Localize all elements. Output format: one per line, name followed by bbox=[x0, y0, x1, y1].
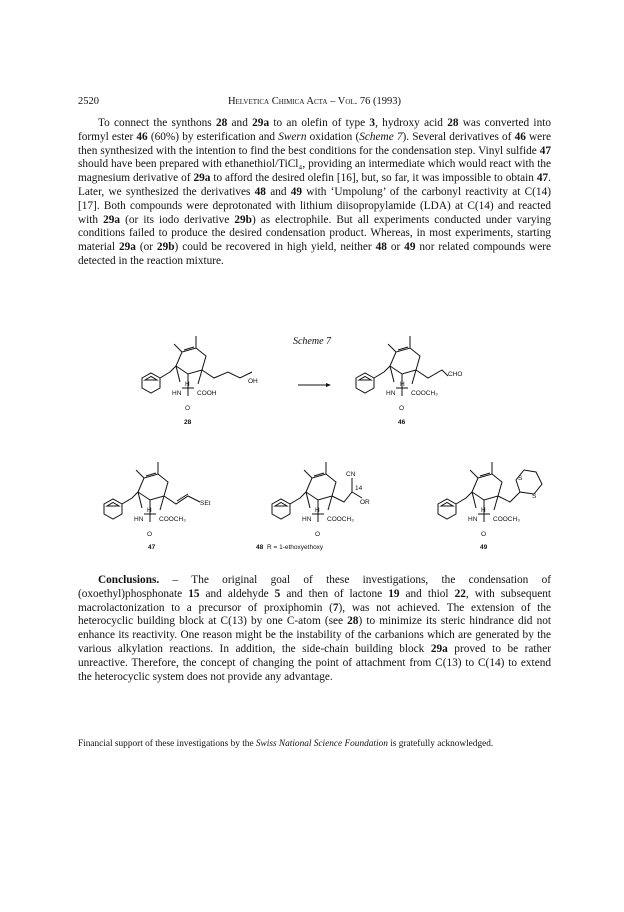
svg-text:OH: OH bbox=[248, 378, 258, 385]
svg-text:COOCH₃: COOCH₃ bbox=[411, 390, 438, 397]
svg-text:HN: HN bbox=[172, 390, 182, 397]
paragraph-synthons: To connect the synthons 28 and 29a to an olefin of type 3, hydroxy acid 28 was converted into formyl ester 46 (60%) by esterification and Swern oxidation (Scheme 7). Several derivatives of 46 were then synthesized with the intention to find the best conditions for the condensation step. Vinyl sulfide 47 should have been prepared with ethanethiol/TiCl₄, providing an intermediate which would react with the magnesium derivative of 29a to afford the desired olefin [16], but, so far, it was impossible to obtain 47. Later, we synthesized the derivatives 48 and 49 with ‘Umpolung’ of the carbonyl reactivity at C(14) [17]. Both compounds were deprotonated with lithium diisopropylamide (LDA) at C(14) and reacted with 29a (or its iodo derivative 29b) as electrophile. But all experiments conducted under varying conditions failed to produce the desired condensation product. Whereas, in most experiments, starting material 29a (or 29b) could be recovered in high yield, neither 48 or 49 nor related compounds were detected in the reaction mixture. bbox=[78, 117, 552, 267]
structure-48 bbox=[256, 462, 370, 551]
compound-label-47: 47 bbox=[148, 544, 156, 551]
svg-text:O: O bbox=[315, 531, 321, 538]
compound-note-48: R = 1-ethoxyethoxy bbox=[267, 544, 324, 551]
acknowledgement-footnote: Financial support of these investigations by the Swiss National Science Foundation is gratefully acknowledged. bbox=[78, 739, 494, 749]
structure-28 bbox=[142, 336, 258, 426]
svg-text:O: O bbox=[185, 405, 191, 412]
svg-text:CHO: CHO bbox=[448, 371, 463, 378]
scheme-title: Scheme 7 bbox=[292, 336, 332, 347]
svg-text:HN: HN bbox=[468, 516, 478, 523]
svg-text:COOCH₃: COOCH₃ bbox=[327, 516, 354, 523]
compound-label-48: 48 bbox=[256, 544, 264, 551]
svg-text:SEt: SEt bbox=[200, 500, 211, 507]
svg-text:HN: HN bbox=[134, 516, 144, 523]
svg-text:H: H bbox=[481, 507, 486, 514]
svg-text:O: O bbox=[399, 405, 405, 412]
structure-47 bbox=[104, 462, 211, 551]
svg-text:CN: CN bbox=[346, 471, 356, 478]
svg-text:HN: HN bbox=[302, 516, 312, 523]
svg-text:H: H bbox=[315, 507, 320, 514]
page-number: 2520 bbox=[78, 96, 99, 107]
svg-text:H: H bbox=[147, 507, 152, 514]
svg-text:O: O bbox=[147, 531, 153, 538]
journal-title: Helvetica Chimica Acta – Vol. 76 (1993) bbox=[227, 96, 402, 107]
svg-text:COOH: COOH bbox=[197, 390, 217, 397]
structure-46 bbox=[356, 336, 462, 426]
svg-text:14: 14 bbox=[355, 485, 363, 492]
svg-text:S: S bbox=[532, 493, 537, 500]
reaction-arrow bbox=[298, 383, 331, 387]
svg-text:S: S bbox=[518, 475, 523, 482]
svg-text:O: O bbox=[481, 531, 487, 538]
svg-text:H: H bbox=[400, 381, 405, 388]
compound-label-28: 28 bbox=[184, 419, 192, 426]
svg-text:OR: OR bbox=[360, 499, 370, 506]
compound-label-49: 49 bbox=[480, 544, 488, 551]
compound-label-46: 46 bbox=[398, 419, 406, 426]
svg-text:HN: HN bbox=[386, 390, 396, 397]
svg-text:H: H bbox=[185, 381, 190, 388]
paragraph-conclusions: Conclusions. – The original goal of these investigations, the condensation of (oxoethyl)phosphonate 15 and aldehyde 5 and then of lactone 19 and thiol 22, with subsequent macrolactonization to a precursor of proxiphomin (7), was not achieved. The extension of the heterocyclic building block at C(13) by one C-atom (see 28) to minimize its steric hindrance did not enhance its reactivity. One reason might be the instability of the carbanions which are generated by the various alkylation reactions. In addition, the side-chain building block 29a proved to be rather unreactive. Therefore, the concept of changing the point of attachment from C(13) to C(14) to extend the heterocyclic system does not provide any advantage. bbox=[78, 574, 552, 683]
svg-text:COOCH₃: COOCH₃ bbox=[159, 516, 186, 523]
conclusions-heading: Conclusions. bbox=[98, 574, 160, 586]
structure-49 bbox=[438, 462, 542, 551]
svg-text:COOCH₃: COOCH₃ bbox=[493, 516, 520, 523]
